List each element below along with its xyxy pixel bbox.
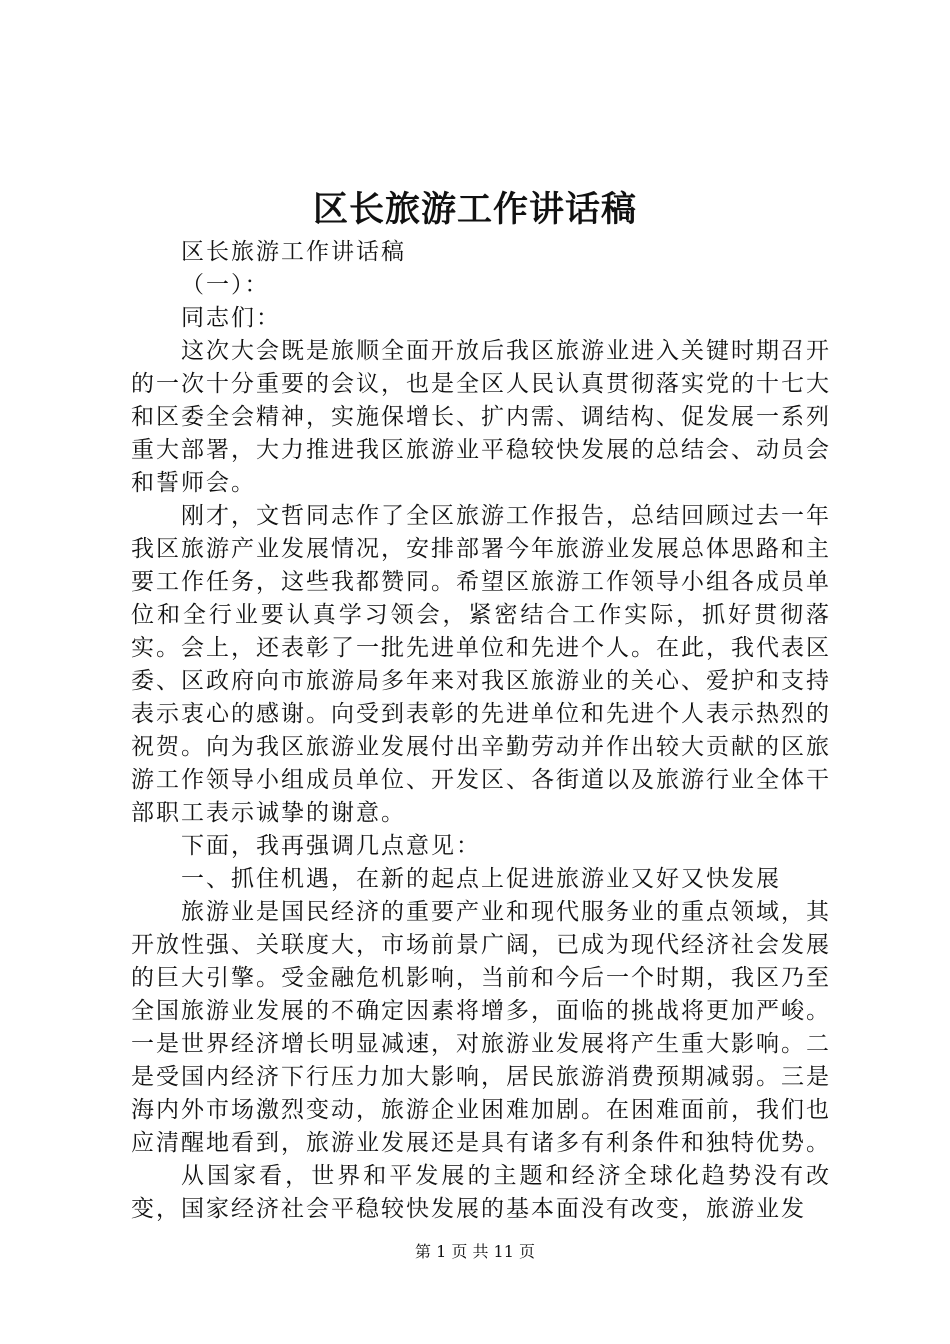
paragraph: 区长旅游工作讲话稿	[181, 239, 406, 265]
document-body	[131, 236, 831, 1226]
paragraph: 这次大会既是旅顺全面开放后我区旅游业进入关键时期召开的一次十分重要的会议，也是全区人民认真贯彻落实党的十七大和区委全会精神，实施保增长、扩内需、调结构、促发展一系列重大部署，大力推进我区旅游业平稳较快发展的总结会、动员会和誓师会。	[131, 338, 831, 496]
paragraph: 刚才，文哲同志作了全区旅游工作报告，总结回顾过去一年我区旅游产业发展情况，安排部署今年旅游业发展总体思路和主要工作任务，这些我都赞同。希望区旅游工作领导小组各成员单位和全行业要认真学习领会，紧密结合工作实际，抓好贯彻落实。会上，还表彰了一批先进单位和先进个人。在此，我代表区委、区政府向市旅游局多年来对我区旅游业的关心、爱护和支持表示衷心的感谢。向受到表彰的先进单位和先进个人表示热烈的祝贺。向为我区旅游业发展付出辛勤劳动并作出较大贡献的区旅游工作领导小组成员单位、开发区、各街道以及旅游行业全体干部职工表示诚挚的谢意。	[131, 503, 831, 826]
section-heading: 一、抓住机遇，在新的起点上促进旅游业又好又快发展	[181, 866, 781, 892]
paragraph: 旅游业是国民经济的重要产业和现代服务业的重点领域，其开放性强、关联度大，市场前景广阔，已成为现代经济社会发展的巨大引擎。受金融危机影响，当前和今后一个时期，我区乃至全国旅游业发展的不确定因素将增多，面临的挑战将更加严峻。一是世界经济增长明显减速，对旅游业发展将产生重大影响。二是受国内经济下行压力加大影响，居民旅游消费预期减弱。三是海内外市场激烈变动，旅游企业困难加剧。在困难面前，我们也应清醒地看到，旅游业发展还是具有诸多有利条件和独特优势。	[131, 899, 831, 1156]
paragraph: 从国家看，世界和平发展的主题和经济全球化趋势没有改变，国家经济社会平稳较快发展的基本面没有改变，旅游业发	[131, 1163, 831, 1222]
paragraph: 同志们：	[181, 305, 281, 331]
page-number-footer: 第 1 页 共 11 页	[415, 1242, 535, 1261]
paragraph: （一）：	[181, 272, 270, 298]
document-title: 区长旅游工作讲话稿	[312, 189, 637, 230]
paragraph: 下面，我再强调几点意见：	[181, 833, 481, 859]
